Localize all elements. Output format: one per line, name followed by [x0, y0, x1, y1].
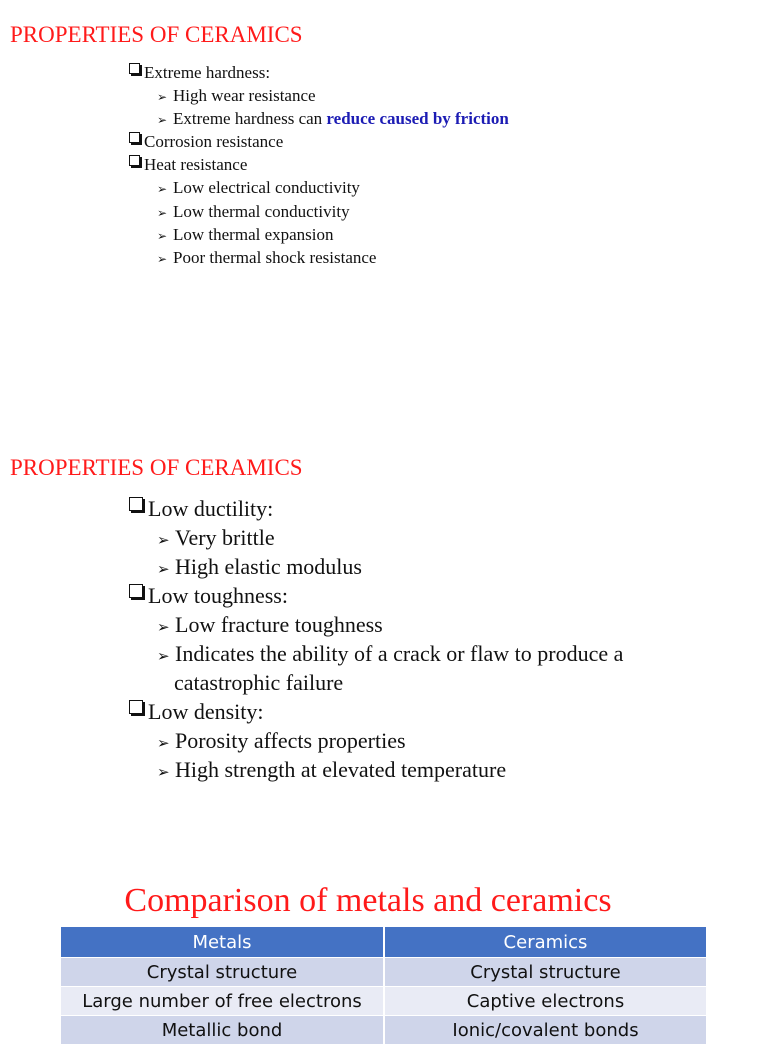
arrow-bullet-icon: ➢	[157, 90, 168, 105]
list-item	[128, 523, 623, 552]
list-item-continuation	[128, 668, 623, 697]
arrow-bullet-icon: ➢	[157, 618, 170, 636]
list-item	[128, 755, 623, 784]
table-cell: Ionic/covalent bonds	[384, 1016, 707, 1045]
table-row	[61, 987, 707, 1016]
comparison-title: Comparison of metals and ceramics	[124, 882, 612, 919]
property-list	[128, 494, 623, 784]
slide-title: PROPERTIES OF CERAMICS	[10, 455, 303, 480]
table-cell: Large number of free electrons	[61, 987, 384, 1016]
list-item	[128, 639, 623, 668]
item-text: Low density:	[148, 699, 264, 724]
table-cell: Crystal structure	[384, 958, 707, 987]
item-text: Low thermal conductivity	[173, 201, 350, 221]
comparison-table	[61, 927, 708, 1045]
list-item	[128, 200, 509, 223]
item-text: catastrophic failure	[174, 670, 344, 695]
checkbox-bullet-icon	[128, 697, 148, 719]
list-item	[128, 176, 509, 199]
checkbox-bullet-icon	[128, 61, 144, 78]
list-item	[128, 610, 623, 639]
list-item	[128, 726, 623, 755]
item-text: High wear resistance	[173, 86, 316, 106]
arrow-bullet-icon: ➢	[157, 251, 168, 266]
item-text: Indicates the ability of a crack or flaw to produce a	[175, 641, 624, 666]
list-item	[128, 581, 623, 610]
highlighted-text: reduce caused by friction	[326, 109, 509, 129]
list-item	[128, 246, 509, 269]
item-text: High elastic modulus	[175, 554, 362, 579]
item-text: Poor thermal shock resistance	[173, 247, 377, 267]
property-list	[128, 61, 509, 269]
item-text: Very brittle	[175, 525, 275, 550]
item-text: Corrosion resistance	[144, 132, 284, 152]
table-row	[61, 958, 707, 987]
arrow-bullet-icon: ➢	[157, 113, 168, 128]
item-text: Extreme hardness can	[173, 109, 327, 129]
column-header: Ceramics	[384, 927, 707, 958]
list-item	[128, 697, 623, 726]
table-cell: Metallic bond	[61, 1016, 384, 1045]
checkbox-bullet-icon	[128, 494, 148, 516]
checkbox-bullet-icon	[128, 153, 144, 170]
column-header: Metals	[61, 927, 384, 958]
item-text: Low ductility:	[148, 496, 274, 521]
list-item	[128, 552, 623, 581]
arrow-bullet-icon: ➢	[157, 228, 168, 243]
checkbox-bullet-icon	[128, 130, 144, 147]
checkbox-bullet-icon	[128, 581, 148, 603]
table-header-row	[61, 927, 707, 958]
item-text: Low fracture toughness	[175, 612, 383, 637]
arrow-bullet-icon: ➢	[157, 647, 170, 665]
slide-title: PROPERTIES OF CERAMICS	[10, 22, 303, 47]
item-text: Low electrical conductivity	[173, 178, 360, 198]
arrow-bullet-icon: ➢	[157, 205, 168, 220]
arrow-bullet-icon: ➢	[157, 734, 170, 752]
item-text: Extreme hardness:	[144, 63, 271, 82]
item-text: Heat resistance	[144, 155, 248, 175]
arrow-bullet-icon: ➢	[157, 763, 170, 781]
list-item	[128, 107, 509, 130]
list-item	[128, 84, 509, 107]
table-cell: Captive electrons	[384, 987, 707, 1016]
table-row	[61, 1016, 707, 1045]
arrow-bullet-icon: ➢	[157, 560, 170, 578]
arrow-bullet-icon: ➢	[157, 531, 170, 549]
table-cell: Crystal structure	[61, 958, 384, 987]
item-text: Low toughness:	[148, 583, 288, 608]
arrow-bullet-icon: ➢	[157, 182, 168, 197]
list-item	[128, 153, 509, 176]
list-item	[128, 494, 623, 523]
item-text: High strength at elevated temperature	[175, 757, 507, 782]
list-item	[128, 130, 509, 153]
item-text: Low thermal expansion	[173, 224, 334, 244]
list-item	[128, 223, 509, 246]
list-item	[128, 61, 509, 84]
item-text: Porosity affects properties	[175, 728, 406, 753]
